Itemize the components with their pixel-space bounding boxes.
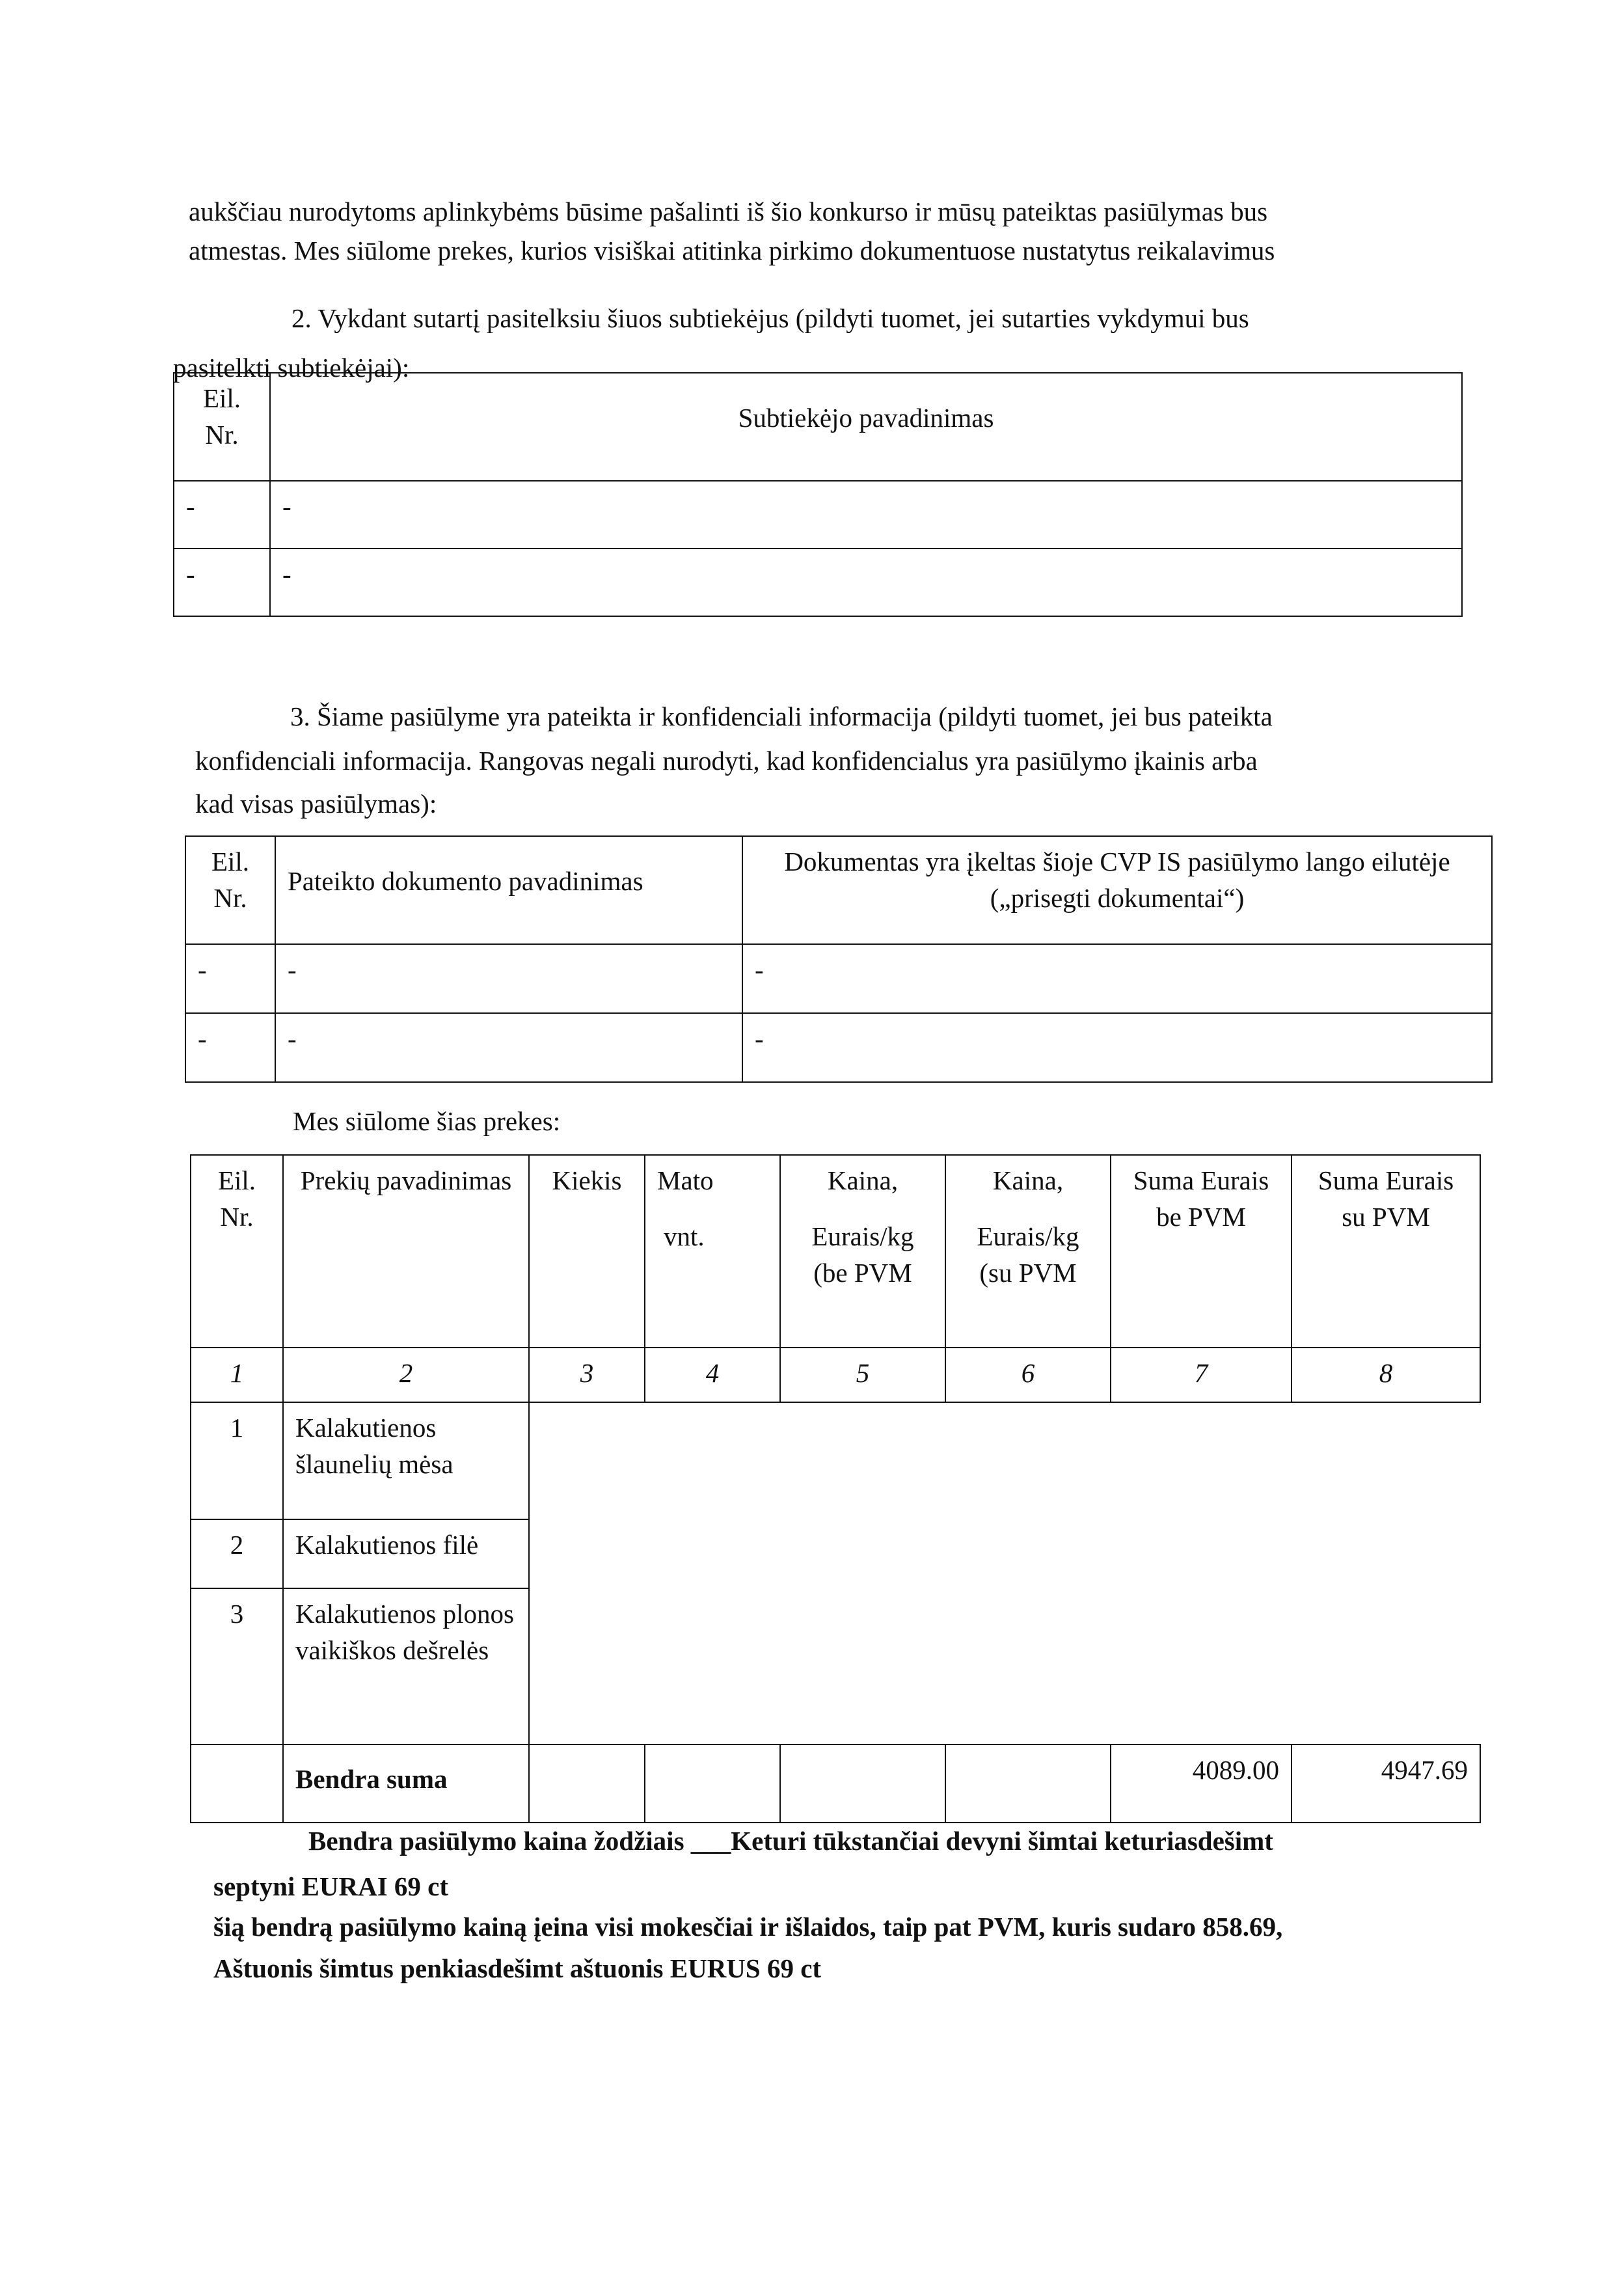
goods-col-sum-ex: Suma Eurais be PVM bbox=[1111, 1155, 1292, 1348]
goods-row-2-name: Kalakutienos filė bbox=[283, 1519, 529, 1588]
confidential-row-2-doc: - bbox=[275, 1013, 742, 1082]
intro-line-1: aukščiau nurodytoms aplinkybėms būsime pašalinti iš šio konkurso ir mūsų pateiktas pasiūlymas bus bbox=[189, 197, 1268, 226]
section2-line-1: 2. Vykdant sutartį pasitelksiu šiuos subtiekėjus (pildyti tuomet, jei sutarties vykdymui bus bbox=[291, 303, 1249, 333]
confidential-row-2-nr: - bbox=[185, 1013, 275, 1082]
col-number-8: 8 bbox=[1292, 1348, 1480, 1402]
goods-col-price-inc-bottom: Eurais/kg (su PVM bbox=[977, 1221, 1079, 1288]
goods-total-qty bbox=[529, 1744, 645, 1823]
goods-empty-area bbox=[529, 1402, 1480, 1744]
intro-line-2: atmestas. Mes siūlome prekes, kurios visiškai atitinka pirkimo dokumentuose nustatytus reikalavimus bbox=[189, 236, 1275, 265]
subcontractor-row-1-name: - bbox=[270, 481, 1462, 549]
col-number-5: 5 bbox=[780, 1348, 945, 1402]
goods-table bbox=[190, 1154, 1481, 1823]
subcontractor-col-nr: Eil. Nr. bbox=[174, 373, 270, 481]
confidential-col-doc: Pateikto dokumento pavadinimas bbox=[275, 836, 742, 944]
words-line-3: šią bendrą pasiūlymo kainą įeina visi mokesčiai ir išlaidos, taip pat PVM, kuris sudaro 858.69, bbox=[213, 1912, 1283, 1942]
goods-total-price-ex bbox=[780, 1744, 945, 1823]
goods-col-price-ex bbox=[780, 1155, 945, 1348]
goods-row-1-name: Kalakutienos šlaunelių mėsa bbox=[283, 1402, 529, 1519]
goods-total-label: Bendra suma bbox=[283, 1744, 529, 1823]
confidential-row-1-doc: - bbox=[275, 944, 742, 1013]
words-line-2: septyni EURAI 69 ct bbox=[213, 1871, 449, 1901]
confidential-table bbox=[185, 835, 1493, 1083]
goods-col-price-ex-top: Kaina, bbox=[827, 1165, 899, 1195]
goods-col-price-ex-bottom: Eurais/kg (be PVM bbox=[811, 1221, 914, 1288]
goods-col-price-inc-top: Kaina, bbox=[992, 1165, 1064, 1195]
confidential-row-2-loc: - bbox=[742, 1013, 1492, 1082]
confidential-col-location: Dokumentas yra įkeltas šioje CVP IS pasiūlymo lango eilutėje („prisegti dokumentai“) bbox=[742, 836, 1492, 944]
confidential-col-nr: Eil. Nr. bbox=[185, 836, 275, 944]
goods-total-sum-inc: 4947.69 bbox=[1292, 1744, 1480, 1823]
subcontractor-table bbox=[173, 372, 1463, 617]
goods-total-sum-ex: 4089.00 bbox=[1111, 1744, 1292, 1823]
section2-line-2: pasitelkti subtiekėjai): bbox=[173, 353, 410, 383]
goods-total-row bbox=[191, 1744, 1480, 1823]
goods-row-2-nr: 2 bbox=[191, 1519, 283, 1588]
section3-line-3: kad visas pasiūlymas): bbox=[195, 789, 437, 819]
table-row bbox=[191, 1402, 1480, 1519]
goods-column-numbers bbox=[191, 1348, 1480, 1402]
col-number-7: 7 bbox=[1111, 1348, 1292, 1402]
subcontractor-row-1-nr: - bbox=[174, 481, 270, 549]
goods-col-unit-top: Mato bbox=[657, 1165, 714, 1195]
col-number-3: 3 bbox=[529, 1348, 645, 1402]
subcontractor-row-2-nr: - bbox=[174, 549, 270, 616]
words-line-1: Bendra pasiūlymo kaina žodžiais ___Keturi tūkstančiai devyni šimtai keturiasdešimt bbox=[308, 1826, 1273, 1856]
goods-row-3-nr: 3 bbox=[191, 1588, 283, 1744]
goods-total-price-inc bbox=[945, 1744, 1111, 1823]
section3-line-2: konfidenciali informacija. Rangovas negali nurodyti, kad konfidencialus yra pasiūlymo įkainis arba bbox=[195, 746, 1258, 776]
goods-row-3-name: Kalakutienos plonos vaikiškos dešrelės bbox=[283, 1588, 529, 1744]
col-number-4: 4 bbox=[645, 1348, 780, 1402]
col-number-2: 2 bbox=[283, 1348, 529, 1402]
subcontractor-row-2-name: - bbox=[270, 549, 1462, 616]
goods-total-nr bbox=[191, 1744, 283, 1823]
confidential-row-1-nr: - bbox=[185, 944, 275, 1013]
goods-col-nr: Eil. Nr. bbox=[191, 1155, 283, 1348]
goods-col-sum-inc: Suma Eurais su PVM bbox=[1292, 1155, 1480, 1348]
goods-col-unit bbox=[645, 1155, 780, 1348]
words-line-4: Aštuonis šimtus penkiasdešimt aštuonis EURUS 69 ct bbox=[213, 1953, 822, 1983]
col-number-1: 1 bbox=[191, 1348, 283, 1402]
goods-col-name: Prekių pavadinimas bbox=[283, 1155, 529, 1348]
offer-intro: Mes siūlome šias prekes: bbox=[293, 1106, 561, 1136]
section3-line-1: 3. Šiame pasiūlyme yra pateikta ir konfidenciali informacija (pildyti tuomet, jei bus pateikta bbox=[290, 701, 1273, 731]
goods-col-qty: Kiekis bbox=[529, 1155, 645, 1348]
goods-row-1-nr: 1 bbox=[191, 1402, 283, 1519]
col-number-6: 6 bbox=[945, 1348, 1111, 1402]
goods-col-price-inc bbox=[945, 1155, 1111, 1348]
subcontractor-col-name: Subtiekėjo pavadinimas bbox=[270, 373, 1462, 481]
goods-total-unit bbox=[645, 1744, 780, 1823]
goods-col-unit-bottom: vnt. bbox=[664, 1221, 705, 1251]
confidential-row-1-loc: - bbox=[742, 944, 1492, 1013]
